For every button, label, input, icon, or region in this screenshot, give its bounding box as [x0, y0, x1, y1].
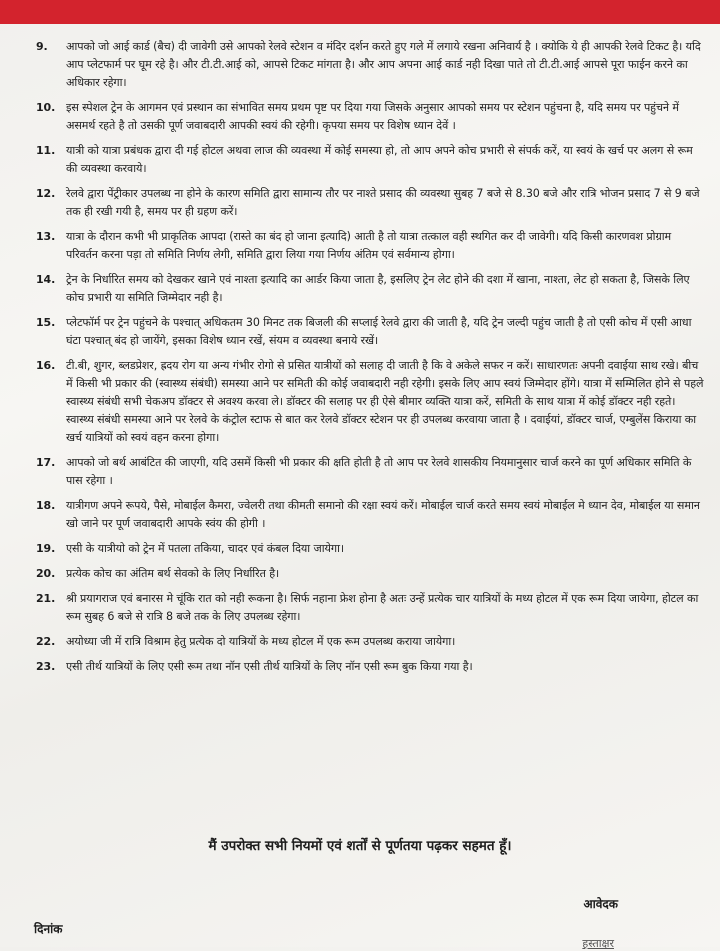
applicant-label: आवेदक	[583, 897, 618, 911]
rule-number: 15.	[36, 316, 56, 329]
rule-text: आपको जो आई कार्ड (बैच) दी जावेगी उसे आपको रेलवे स्टेशन व मंदिर दर्शन करते हुए गले में लगाये रखना अनिवार्य है । क्योकि ये ही आपकी रेलवे टिकट है। यदि आप प्लेटफार्म पर घूम रहे है। और टी.टी.आई को, आपसे टिकट मांगता है। और आप अपना आई कार्ड नही दिखा पाते तो टी.टी.आई आपसे पूरा फाईन करने का अधिकार रहेगा।	[66, 40, 701, 89]
rule-text: अयोध्या जी में रात्रि विश्राम हेतु प्रत्येक दो यात्रियों के मध्य होटल में एक रूम उपलब्ध कराया जायेगा।	[66, 635, 456, 648]
rule-item	[0, 228, 720, 264]
date-label: दिनांक	[34, 922, 63, 936]
rule-number: 22.	[36, 635, 56, 648]
rule-number: 14.	[36, 273, 56, 286]
header-accent-bar	[0, 0, 720, 24]
rule-number: 23.	[36, 660, 56, 673]
rules-list	[0, 38, 720, 683]
rule-number: 21.	[36, 592, 56, 605]
rule-number: 13.	[36, 230, 56, 243]
rule-text: ट्रेन के निर्धारित समय को देखकर खाने एवं नाश्ता इत्यादि का आर्डर किया जाता है, इसलिए ट्रेन लेट होने की दशा में खाना, नाश्ता, लेट हो सकता है, जिसके लिए कोच प्रभारी या समिति जिम्मेदार नही है।	[66, 273, 690, 304]
rule-text: प्लेटफॉर्म पर ट्रेन पहुंचने के पश्चात् अधिकतम 30 मिनट तक बिजली की सप्लाई रेलवे द्वारा की जाती है, यदि ट्रेन जल्दी पहुंच जाती है तो एसी कोच में एसी आधा घंटा पश्चात् बंद हो जायेंगे, इसका विशेष ध्यान रखें, संयम व व्यवस्था बनाये रखें।	[66, 316, 692, 347]
rule-text: यात्री को यात्रा प्रबंधक द्वारा दी गई होटल अथवा लाज की व्यवस्था में कोई समस्या हो, तो आप अपने कोच प्रभारी से संपर्क करें, या स्वयं के खर्च पर अलग से रूम की व्यवस्था करवाये।	[66, 144, 693, 175]
rule-number: 10.	[36, 101, 56, 114]
rule-text: इस स्पेशल ट्रेन के आगमन एवं प्रस्थान का संभावित समय प्रथम पृष्ट पर दिया गया जिसके अनुसार आपको समय पर स्टेशन पहुंचना है, यदि समय पर पहुंचने में असमर्थ रहते है तो उसकी पूर्ण जवाबदारी आपकी स्वयं की रहेगी। कृपया समय पर विशेष ध्यान देवें ।	[66, 101, 679, 132]
rule-item	[0, 454, 720, 490]
rule-text: प्रत्येक कोच का अंतिम बर्थ सेवको के लिए निर्धारित है।	[66, 567, 280, 580]
rule-item	[0, 185, 720, 221]
rule-text: टी.बी, शुगर, ब्लडप्रेशर, ह्रदय रोग या अन्य गंभीर रोगो से प्रसित यात्रीयों को सलाह दी जाती है कि वे अकेले सफर न करें। साधारणतः अपनी दवाईया साथ रखे। बीच में किसी भी प्रकार की (स्वास्थ्य संबंधी) समस्या आने पर समिती की कोई जवाबदारी नही रहेगी। इसके लिए आप स्वयं जिम्मेदार होंगे। यात्रा में सम्मिलित होने से पहले स्वास्थ्य संबंधी सभी चेकअप डॉक्टर से अवश्य करवा ले। डॉक्टर की सलाह पर ही ऐसे बीमार व्यक्ति यात्रा करें, समिती के साथ यात्रा में कोई डॉक्टर नही रहते। स्वास्थ्य संबंधी समस्या आने पर रेलवे के कंट्रोल स्टाफ से बात कर रेलवे डॉक्टर स्टेशन पर ही उपलब्ध करवाया जाता है । दवाईयां, डॉक्टर चार्ज, एम्बुलेंस किराया का खर्च यात्रियों को स्वयं वहन करना होगा।	[66, 359, 704, 444]
rule-number: 12.	[36, 187, 56, 200]
rule-item	[0, 142, 720, 178]
consent-declaration: मैं उपरोक्त सभी नियमों एवं शर्तों से पूर्णतया पढ़कर सहमत हूँ।	[208, 838, 512, 854]
rule-item	[0, 590, 720, 626]
rule-item	[0, 314, 720, 350]
rule-item	[0, 497, 720, 533]
rule-item	[0, 633, 720, 651]
rule-item	[0, 357, 720, 447]
signature-label: हस्ताक्षर	[582, 937, 614, 950]
rule-item	[0, 99, 720, 135]
rule-number: 18.	[36, 499, 56, 512]
rule-number: 9.	[36, 40, 48, 53]
rule-text: रेलवे द्वारा पेंट्रीकार उपलब्ध ना होने के कारण समिति द्वारा सामान्य तौर पर नाश्ते प्रसाद की व्यवस्था सुबह 7 बजे से 8.30 बजे और रात्रि भोजन प्रसाद 7 से 9 बजे तक ही रखी गयी है, समय पर ही ग्रहण करें।	[66, 187, 700, 218]
rule-number: 11.	[36, 144, 56, 157]
rule-item	[0, 38, 720, 92]
rule-number: 16.	[36, 359, 56, 372]
rule-item	[0, 658, 720, 676]
rule-text: एसी के यात्रीयो को ट्रेन में पतला तकिया, चादर एवं कंबल दिया जायेगा।	[66, 542, 344, 555]
rule-number: 20.	[36, 567, 56, 580]
rule-item	[0, 540, 720, 558]
rule-text: आपको जो बर्थ आबंटित की जाएगी, यदि उसमें किसी भी प्रकार की क्षति होती है तो आप पर रेलवे शासकीय नियमानुसार चार्ज करने का पूर्ण अधिकार समिति के पास रहेगा ।	[66, 456, 692, 487]
rule-item	[0, 565, 720, 583]
rule-number: 17.	[36, 456, 56, 469]
rule-text: एसी तीर्थ यात्रियों के लिए एसी रूम तथा नॉन एसी तीर्थ यात्रियों के लिए नॉन एसी रूम बुक किया गया है।	[66, 660, 473, 673]
rule-number: 19.	[36, 542, 56, 555]
rule-text: श्री प्रयागराज एवं बनारस मे चूंकि रात को नही रूकना है। सिर्फ नहाना फ्रेश होना है अतः उन्हें प्रत्येक चार यात्रियों के मध्य होटल में एक रूम दिया जायेगा, होटल का रूम सुबह 6 बजे से रात्रि 8 बजे तक के लिए उपलब्ध रहेगा।	[66, 592, 699, 623]
rule-text: यात्रा के दौरान कभी भी प्राकृतिक आपदा (रास्ते का बंद हो जाना इत्यादि) आती है तो यात्रा तत्काल वही स्थगित कर दी जावेगी। यदि किसी कारणवश प्रोग्राम परिवर्तन करना पड़ा तो समिति निर्णय लेगी, समिति द्वारा लिया गया निर्णय अंतिम एवं सर्वमान्य होगा।	[66, 230, 672, 261]
rule-text: यात्रीगण अपने रूपये, पैसे, मोबाईल कैमरा, ज्वेलरी तथा कीमती समानो की रक्षा स्वयं करें। मोबाईल चार्ज करते समय स्वयं मोबाईल मे ध्यान देव, मोबाईल या समान खो जाने पर पूर्ण जवाबदारी आपके स्वंय की होगी ।	[66, 499, 700, 530]
rule-item	[0, 271, 720, 307]
